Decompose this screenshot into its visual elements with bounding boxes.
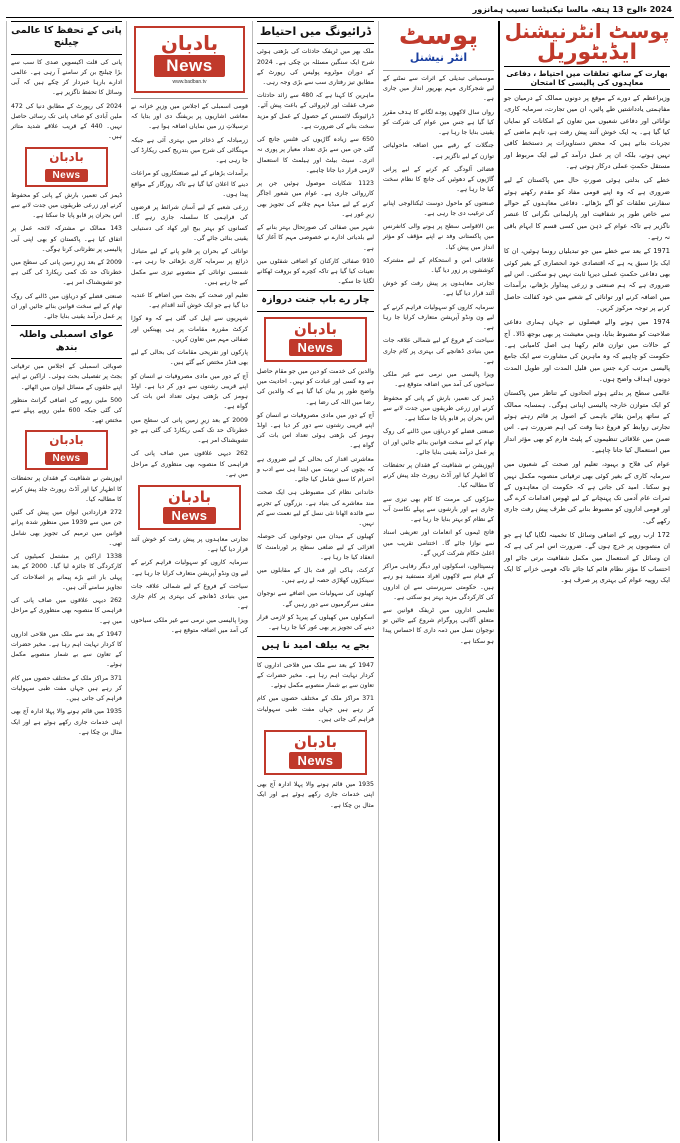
article-paragraph: صنعتی فضلے کو دریاؤں میں ڈالنے کی روک تھام کے لیے سخت قوانین بنائے جائیں اور ان پر عمل درآمد یقینی بنایا جائے۔ xyxy=(383,428,494,456)
article-paragraph: بین الاقوامی سطح پر ہونے والی کانفرنس میں پاکستانی وفد نے اپنے مؤقف کو مؤثر انداز میں پیش کیا۔ xyxy=(383,223,494,251)
editorial-paragraph: 1971 کے بعد سے خطے میں جو تبدیلیاں رونما ہوئیں، ان کا ایک بڑا سبق یہ ہے کہ اقتصادی خود انحصاری کے بغیر کوئی بھی دفاعی حکمتِ عملی دیرپا ثابت نہیں ہو سکتی۔ اس لیے ضروری ہے کہ ہم صنعتی و زرعی پیداوار بڑھانے، برآمدات میں اضافہ کرنے اور توانائی کے شعبے میں خود کفالت حاصل کرنے پر توجہ مرکوز کریں۔ xyxy=(504,247,670,312)
divider xyxy=(131,98,248,99)
article-paragraph: تجارتی معاہدوں پر پیش رفت کو خوش آئند قرار دیا گیا ہے۔ xyxy=(383,280,494,298)
article-paragraph: شہریوں سے اپیل کی گئی ہے کہ وہ کوڑا کرکٹ مقررہ مقامات پر ہی پھینکیں اور صفائی مہم میں تعاون کریں۔ xyxy=(131,315,248,343)
article-paragraph: 143 ممالک نے مشترکہ لائحہ عمل پر اتفاق کیا ہے۔ پاکستان کو بھی اپنی آبی پالیسی پر نظرثانی کرنا ہوگی۔ xyxy=(11,225,122,253)
editorial-brand-line1: پوسٹ انٹرنیشنل xyxy=(504,21,670,43)
article-paragraph: 1338 اراکین پر مشتمل کمیٹیوں کی کارکردگی کا جائزہ لیا گیا۔ 2000 کے بعد پہلی بار اتنے بڑے پیمانے پر اصلاحات کی تجاویز سامنے آئی ہیں۔ xyxy=(11,553,122,591)
headline-driving: ڈرائیونگ میں احتیاط xyxy=(257,21,374,44)
badban-logo xyxy=(25,430,108,470)
badban-wordmark: بادبان xyxy=(293,319,338,338)
headline-water: پانی کے تحفظ کا عالمی چیلنج xyxy=(11,21,122,55)
article-paragraph: سیاحت کے فروغ کے لیے شمالی علاقہ جات میں بنیادی ڈھانچے کی بہتری پر کام جاری ہے۔ xyxy=(131,582,248,611)
article-paragraph: برآمدات بڑھانے کے لیے صنعتکاروں کو مراعات دینے کا اعلان کیا گیا ہے تاکہ روزگار کے مواقع پیدا ہوں۔ xyxy=(131,170,248,198)
column-badban-logo xyxy=(126,21,252,1141)
assembly-body-cont xyxy=(11,474,122,738)
assembly-body xyxy=(11,362,122,426)
badban-logo xyxy=(264,730,367,775)
badban-wordmark: بادبان xyxy=(293,733,338,752)
headline-assembly: عوای اسمبلی واطلہ بندھ xyxy=(11,325,122,359)
post-logo-main: پوسٹ xyxy=(398,21,479,51)
article-paragraph: ہسپتالوں، اسکولوں اور دیگر رفاہی مراکز کے قیام سے لاکھوں افراد مستفید ہو رہے ہیں۔ حکومتی سرپرستی سے ان اداروں کی کارکردگی مزید بہتر ہو سکتی ہے۔ xyxy=(383,563,494,601)
article-paragraph: زرمبادلہ کے ذخائر میں بہتری آئی ہے جبکہ مہنگائی کی شرح میں بتدریج کمی ریکارڈ کی جا رہی ہے۔ xyxy=(131,136,248,165)
article-paragraph: معاشرتی اقدار کی بحالی کے لیے ضروری ہے کہ بچوں کی تربیت میں ابتدا ہی سے ادب و احترام کا سبق شامل کیا جائے۔ xyxy=(257,455,374,484)
article-paragraph: 2024 کی رپورٹ کے مطابق دنیا کی 472 ملین آبادی کو صاف پانی تک رسائی حاصل نہیں۔ 440 کے قریب علاقے شدید متاثر ہیں۔ xyxy=(11,102,122,141)
badban-wordmark: بادبان xyxy=(49,433,84,448)
column-post-logo xyxy=(378,21,498,1141)
editorial-brand-line2: ایڈیٹوریل xyxy=(536,40,638,65)
article-paragraph: سڑکوں کی مرمت کا کام بھی تیزی سے جاری ہے اور بارشوں سے پہلے نکاسیٔ آب کے نظام کو بہتر بنایا جا رہا ہے۔ xyxy=(383,495,494,524)
column4-body-cont xyxy=(131,535,248,636)
post-logo-sub: انٹر نیشنل xyxy=(409,51,468,64)
article-paragraph: صوبائی اسمبلی کے اجلاس میں ترقیاتی بجٹ پر تفصیلی بحث ہوئی۔ اراکین نے اپنے اپنے حلقوں کے مسائل ایوان میں اٹھائے۔ xyxy=(11,363,122,391)
article-paragraph: 650 سے زیادہ گاڑیوں کی فٹنس جانچ کی گئی جن میں سے بڑی تعداد معیار پر پوری نہ اتری۔ سیٹ بیلٹ اور ہیلمٹ کا استعمال لازمی قرار دیا جانا چاہیے۔ xyxy=(257,136,374,174)
article-paragraph: ماہرین کا کہنا ہے کہ 480 سے زائد حادثات صرف غفلت اور لاپروائی کے باعث پیش آئے۔ ڈرائیونگ لائسنس کے حصول کے عمل کو مزید سخت بنانے کی ضرورت ہے۔ xyxy=(257,92,375,130)
editorial-paragraph: خطے کی بدلتی ہوئی صورتِ حال میں پاکستان کے لیے ضروری ہے کہ وہ اپنے قومی مفاد کو مقدم رکھتے ہوئے سفارتی تعلقات کو آگے بڑھائے۔ دفاعی معاہدوں کے حوالے سے خاص طور پر شفافیت اور پارلیمانی نگرانی کا عنصر ناگزیر ہے تاکہ عوام کے ذہن میں کسی قسم کا ابہام باقی نہ رہے۔ xyxy=(504,176,670,241)
article-paragraph: 1935 میں قائم ہونے والا پہلا ادارہ آج بھی اپنی خدمات جاری رکھے ہوئے ہے اور ایک مثال بن چکا ہے۔ xyxy=(11,708,122,736)
news-badge: News xyxy=(289,752,343,769)
masthead-date: 2024 ءالوج 13 ہتفہ مالسا تیکنیٹسا تسیب ہمانزور xyxy=(472,5,672,14)
article-paragraph: فضائی آلودگی کم کرنے کے لیے پرانی گاڑیوں کے دھوئیں کی جانچ کا نظام سخت کیا جا رہا ہے۔ xyxy=(383,165,494,194)
water-body xyxy=(11,58,122,143)
article-paragraph: ویزا پالیسی میں نرمی سے غیر ملکی سیاحوں کی آمد میں اضافہ متوقع ہے۔ xyxy=(383,371,494,389)
article-paragraph: صنعتی فضلے کو دریاؤں میں ڈالنے کی روک تھام کے لیے سخت قوانین بنائے جائیں اور ان پر عمل درآمد یقینی بنایا جائے۔ xyxy=(11,292,122,321)
news-badge: News xyxy=(154,55,224,77)
badban-wordmark: بادبان xyxy=(160,31,219,55)
article-paragraph: رواں سال لاکھوں پودے لگانے کا ہدف مقرر کیا گیا ہے جس میں عوام کی شرکت کو یقینی بنایا جا رہا ہے۔ xyxy=(383,108,494,137)
welfare-body-cont xyxy=(257,780,374,811)
badban-wordmark: بادبان xyxy=(167,487,212,506)
article-paragraph: توانائی کے بحران پر قابو پانے کے لیے متبادل ذرائع پر سرمایہ کاری بڑھائی جا رہی ہے۔ شمسی توانائی کے منصوبے تیزی سے مکمل کیے جا رہے ہیں۔ xyxy=(131,248,248,286)
article-paragraph: 910 صفائی کارکنان کو اضافی شفٹوں میں تعینات کیا گیا ہے تاکہ کچرے کو بروقت ٹھکانے لگایا جا سکے۔ xyxy=(257,257,374,286)
badban-logo xyxy=(264,317,367,362)
news-badge: News xyxy=(45,169,87,182)
editorial-paragraph: عوام کی فلاح و بہبود، تعلیم اور صحت کے شعبوں میں سرمایہ کاری کے بغیر کوئی بھی ترقیاتی منصوبہ مکمل نہیں ہو سکتا۔ امید کی جاتی ہے کہ حکومت ان معاہدوں کے ثمرات عام آدمی تک پہنچانے کے لیے ٹھوس اقدامات کرے گی اور قومی اداروں کو مضبوط بنانے کی طرف پیش رفت جاری رکھے گی۔ xyxy=(504,460,670,525)
article-paragraph: تعلیمی اداروں میں ٹریفک قوانین سے متعلق آگاہی پروگرام شروع کیے جائیں تو نوجوان نسل میں ذمہ داری کا احساس پیدا ہو سکتا ہے۔ xyxy=(383,607,494,645)
article-paragraph: سیاحت کے فروغ کے لیے شمالی علاقہ جات میں بنیادی ڈھانچے کی بہتری پر کام جاری ہے۔ xyxy=(383,337,494,365)
divider xyxy=(383,70,494,71)
article-paragraph: 262 دیہی علاقوں میں صاف پانی کی فراہمی کا منصوبہ بھی منظوری کے مراحل میں ہے۔ xyxy=(131,450,248,478)
article-paragraph: 371 مراکز ملک کے مختلف حصوں میں کام کر رہے ہیں جہاں مفت طبی سہولیات فراہم کی جاتی ہیں۔ xyxy=(11,674,122,703)
badban-url[interactable]: www.badban.tv xyxy=(172,79,207,85)
column-water xyxy=(6,21,126,1141)
article-paragraph: صنعتوں کو ماحول دوست ٹیکنالوجی اپنانے کی ترغیب دی جا رہی ہے۔ xyxy=(383,199,494,217)
article-paragraph: آج کے دور میں مادی مصروفیات نے انسان کو اپنے قریبی رشتوں سے دور کر دیا ہے۔ اولڈ ہومز کی بڑھتی ہوئی تعداد اس بات کی گواہ ہے۔ xyxy=(131,372,248,411)
article-paragraph: اسکولوں میں کھیلوں کے پیریڈ کو لازمی قرار دینے کی تجویز پر بھی غور کیا جا رہا ہے۔ xyxy=(257,613,374,632)
editorial-column xyxy=(498,21,674,1141)
editorial-paragraph: عالمی سطح پر بدلتے ہوئے اتحادوں کے تناظر میں پاکستان کو ایک متوازن خارجہ پالیسی اپنانی ہوگی۔ ہمسایہ ممالک کے ساتھ پرامن بقائے باہمی کے اصول پر قائم رہتے ہوئے تجارتی روابط کو فروغ دینا وقت کی اہم ضرورت ہے۔ اس ضمن میں علاقائی تنظیموں کے پلیٹ فارم کو بھی مؤثر انداز میں استعمال کیا جانا چاہیے۔ xyxy=(504,389,670,454)
column-driving xyxy=(252,21,378,1141)
article-paragraph: سرمایہ کاروں کو سہولیات فراہم کرنے کے لیے ون ونڈو آپریشن متعارف کرایا جا رہا ہے۔ xyxy=(383,303,494,332)
post-international-logo xyxy=(383,21,494,67)
badban-logo-main xyxy=(134,26,245,93)
article-paragraph: اپوزیشن نے شفافیت کے فقدان پر تحفظات کا اظہار کیا اور آڈٹ رپورٹ جلد پیش کرنے کا مطالبہ کیا۔ xyxy=(11,475,122,503)
column2-body xyxy=(383,74,494,647)
article-paragraph: 2009 کے بعد زیرِ زمین پانی کی سطح میں خطرناک حد تک کمی ریکارڈ کی گئی ہے جو تشویشناک امر ہے۔ xyxy=(131,416,248,445)
editorial-paragraph: 1974 میں ہونے والے فیصلوں نے جہاں ہماری دفاعی صلاحیت کو مضبوط بنایا، وہیں معیشت پر بھی بوجھ ڈالا۔ آج کے حالات میں توازن قائم رکھنا ہی اصل کامیابی ہے۔ حکومت کو چاہیے کہ وہ ماہرین کی مشاورت سے ایک جامع پالیسی مرتب کرے جس میں قلیل المدت اور طویل المدت دونوں اہداف واضح ہوں۔ xyxy=(504,318,670,383)
article-paragraph: زرعی شعبے کے لیے آسان شرائط پر قرضوں کی فراہمی کا سلسلہ جاری رہے گا۔ کسانوں کو بہتر بیج اور کھاد کی دستیابی یقینی بنائی جائے گی۔ xyxy=(131,204,248,242)
badban-wordmark: بادبان xyxy=(49,149,84,164)
article-paragraph: 500 ملین روپے کی اضافی گرانٹ منظور کی گئی جبکہ 600 ملین روپے پہلے سے مختص تھے۔ xyxy=(11,396,122,425)
article-paragraph: کرکٹ، ہاکی اور فٹ بال کے مقابلوں میں سینکڑوں کھلاڑی حصہ لے رہے ہیں۔ xyxy=(257,567,374,585)
article-paragraph: 262 دیہی علاقوں میں صاف پانی کی فراہمی کا منصوبہ بھی منظوری کے مراحل میں ہے۔ xyxy=(11,597,122,625)
article-paragraph: فاتح ٹیموں کو انعامات اور تعریفی اسناد سے نوازا جائے گا۔ اختتامی تقریب میں اعلیٰ حکام شرکت کریں گے۔ xyxy=(383,529,494,557)
news-badge: News xyxy=(45,452,87,465)
headline-four-doors: چار رے باپ جنت دروازہ xyxy=(257,290,374,311)
article-paragraph: 371 مراکز ملک کے مختلف حصوں میں کام کر رہے ہیں جہاں مفت طبی سہولیات فراہم کی جاتی ہیں۔ xyxy=(257,695,374,723)
article-paragraph: ڈیمز کی تعمیر، بارش کے پانی کو محفوظ کرنے اور زرعی طریقوں میں جدت لانے سے اس بحران پر قابو پایا جا سکتا ہے۔ xyxy=(11,191,122,220)
article-paragraph: علاقائی امن و استحکام کے لیے مشترکہ کوششوں پر زور دیا گیا۔ xyxy=(383,256,494,274)
article-paragraph: 1947 کے بعد سے ملک میں فلاحی اداروں کا کردار نہایت اہم رہا ہے۔ مخیر حضرات کے تعاون سے بے شمار منصوبے مکمل ہوئے۔ xyxy=(11,630,122,669)
article-paragraph: موسمیاتی تبدیلی کے اثرات سے نمٹنے کے لیے شجرکاری مہم بھرپور انداز میں جاری ہے۔ xyxy=(383,75,494,103)
article-paragraph: 2009 کے بعد زیرِ زمین پانی کی سطح میں خطرناک حد تک کمی ریکارڈ کی گئی ہے جو تشویشناک امر ہے۔ xyxy=(11,258,122,287)
article-paragraph: جنگلات کے رقبے میں اضافہ ماحولیاتی توازن کے لیے ناگزیر ہے۔ xyxy=(383,142,494,160)
article-paragraph: آج کے دور میں مادی مصروفیات نے انسان کو اپنے قریبی رشتوں سے دور کر دیا ہے۔ اولڈ ہومز کی بڑھتی ہوئی تعداد اس بات کی گواہ ہے۔ xyxy=(257,411,374,450)
badban-logo xyxy=(138,485,241,530)
article-paragraph: تجارتی معاہدوں پر پیش رفت کو خوش آئند قرار دیا گیا ہے۔ xyxy=(131,535,248,554)
page-grid xyxy=(6,21,674,1141)
editorial-paragraph: 172 ارب روپے کے اضافی وسائل کا تخمینہ لگایا گیا ہے جو ان منصوبوں پر خرچ ہوں گے۔ ضرورت اس امر کی ہے کہ ان وسائل کے استعمال میں مکمل شفافیت برتی جائے اور احتساب کا مؤثر نظام قائم کیا جائے تاکہ قومی خزانے کا ایک ایک روپیہ عوام کی بہتری پر صرف ہو۔ xyxy=(504,531,670,585)
article-paragraph: ویزا پالیسی میں نرمی سے غیر ملکی سیاحوں کی آمد میں اضافہ متوقع ہے۔ xyxy=(131,616,248,634)
article-paragraph: 1123 شکایات موصول ہوئیں جن پر کارروائی جاری ہے۔ عوام میں شعور اجاگر کرنے کے لیے میڈیا مہم چلانے کی تجویز بھی زیرِ غور ہے۔ xyxy=(257,180,374,218)
article-paragraph: 1935 میں قائم ہونے والا پہلا ادارہ آج بھی اپنی خدمات جاری رکھے ہوئے ہے اور ایک مثال بن چکا ہے۔ xyxy=(257,781,374,809)
news-badge: News xyxy=(289,339,343,356)
editorial-paragraph: وزیراعظم کے دورے کے موقع پر دونوں ممالک کے درمیان جو مفاہمتی یادداشتیں طے پائیں، ان میں تجارت، سرمایہ کاری، توانائی اور دفاعی شعبوں میں تعاون کے امکانات کو نمایاں کیا گیا ہے۔ یہ ایک خوش آئند پیش رفت ہے، تاہم ماضی کے تجربات بتاتے ہیں کہ محض دستاویزات پر دستخط کافی نہیں ہوتے، بلکہ ان پر عمل درآمد کے لیے ایک مربوط اور مستقل حکمتِ عملی درکار ہوتی ہے۔ xyxy=(504,94,670,170)
editorial-masthead xyxy=(504,21,670,66)
article-paragraph: تعلیم اور صحت کے بجٹ میں اضافے کا عندیہ دیا گیا ہے جو ایک خوش آئند اقدام ہے۔ xyxy=(131,291,248,310)
article-paragraph: 272 قراردادیں ایوان میں پیش کی گئیں جن میں سے 1939 میں منظور شدہ پرانے قوانین میں ترمیم کی تجویز بھی شامل تھی۔ xyxy=(11,509,122,547)
article-paragraph: شہر میں صفائی کی صورتحال بہتر بنانے کے لیے بلدیاتی ادارے نے خصوصی مہم کا آغاز کیا ہے۔ xyxy=(257,224,374,252)
welfare-body xyxy=(257,661,374,725)
article-paragraph: پارکوں اور تفریحی مقامات کی بحالی کے لیے بھی فنڈز مختص کیے گئے ہیں۔ xyxy=(131,349,248,367)
masthead-bar xyxy=(6,4,674,18)
driving-body xyxy=(257,47,374,287)
four-doors-body xyxy=(257,367,374,634)
column4-body xyxy=(131,102,248,480)
article-paragraph: قومی اسمبلی کے اجلاس میں وزیرِ خزانہ نے معاشی اشاریوں پر بریفنگ دی اور بتایا کہ ترسیلاتِ زر میں نمایاں اضافہ ہوا ہے۔ xyxy=(131,103,248,131)
article-paragraph: ملک بھر میں ٹریفک حادثات کی بڑھتی ہوئی شرح ایک سنگین مسئلہ بن چکی ہے۔ 2024 کے دوران موٹروے پولیس کی رپورٹ کے مطابق تیز رفتاری سب سے بڑی وجہ رہی۔ xyxy=(257,48,374,86)
article-paragraph: 1947 کے بعد سے ملک میں فلاحی اداروں کا کردار نہایت اہم رہا ہے۔ مخیر حضرات کے تعاون سے بے شمار منصوبے مکمل ہوئے۔ xyxy=(257,661,374,690)
article-paragraph: اپوزیشن نے شفافیت کے فقدان پر تحفظات کا اظہار کیا اور آڈٹ رپورٹ جلد پیش کرنے کا مطالبہ کیا۔ xyxy=(383,461,494,490)
article-paragraph: کھیلوں کی سہولیات میں اضافے سے نوجوان منفی سرگرمیوں سے دور رہیں گے۔ xyxy=(257,590,374,608)
water-body-cont xyxy=(11,191,122,323)
article-paragraph: ڈیمز کی تعمیر، بارش کے پانی کو محفوظ کرنے اور زرعی طریقوں میں جدت لانے سے اس بحران پر قابو پایا جا سکتا ہے۔ xyxy=(383,394,494,423)
editorial-body xyxy=(504,93,670,590)
news-badge: News xyxy=(163,507,217,524)
article-paragraph: سرمایہ کاروں کو سہولیات فراہم کرنے کے لیے ون ونڈو آپریشن متعارف کرایا جا رہا ہے۔ xyxy=(131,559,248,577)
article-paragraph: والدین کی خدمت کو دین میں جو مقام حاصل ہے وہ کسی اور عبادت کو نہیں۔ احادیث میں واضح طور پر بیان کیا گیا ہے کہ والدین کی رضا میں اللہ کی رضا ہے۔ xyxy=(257,367,374,406)
article-paragraph: پانی کی قلت اکیسویں صدی کا سب سے بڑا چیلنج بن کر سامنے آ رہی ہے۔ عالمی ادارے بارہا خبردار کر چکے ہیں کہ آبی وسائل کا تحفظ ناگزیر ہے۔ xyxy=(11,58,122,97)
article-paragraph: خاندانی نظام کی مضبوطی ہی ایک صحت مند معاشرے کی بنیاد ہے۔ بزرگوں کے تجربے سے فائدہ اٹھانا نئی نسل کے لیے نعمت سے کم نہیں۔ xyxy=(257,489,374,528)
badban-logo xyxy=(25,147,108,187)
article-paragraph: کھیلوں کے میدان میں نوجوانوں کی حوصلہ افزائی کے لیے ضلعی سطح پر ٹورنامنٹ کا انعقاد کیا جا رہا ہے۔ xyxy=(257,533,374,561)
editorial-kicker: بھارت کے ساتھ تعلقات میں احتیاط ، دفاعی معاہدوں کی پالیسی کا امتحان xyxy=(504,66,670,90)
headline-welfare: بجے یہ بیلف امید نا ہیں xyxy=(257,636,374,657)
